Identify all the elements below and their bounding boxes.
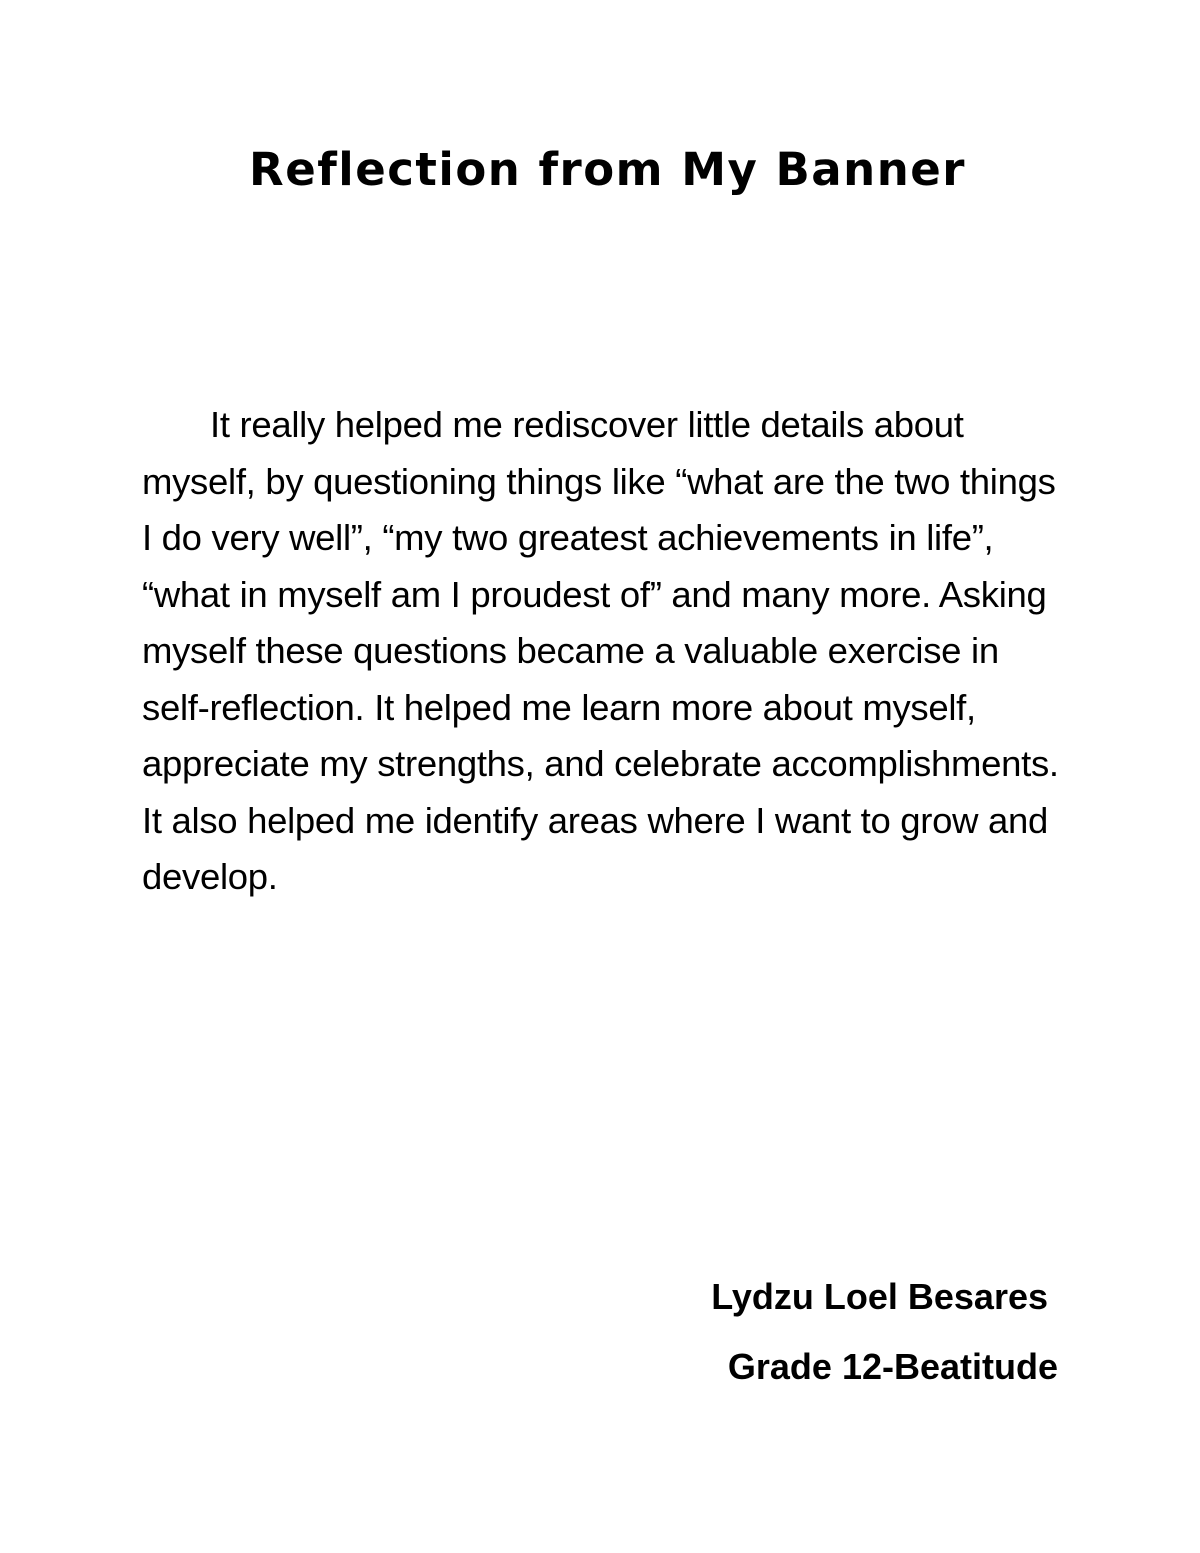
author-grade: Grade 12-Beatitude — [727, 1346, 1058, 1387]
reflection-paragraph: It really helped me rediscover little details about myself, by questioning things like “what are the two things I do very well”, “my two greatest achievements in life”, “what in myself am I proudest of” and many more. Asking myself these questions became a valuable exercise in self-reflection. It helped me learn more about myself, appreciate my strengths, and celebrate accomplishments. It also helped me identify areas where I want to grow and develop. — [142, 404, 1059, 897]
page-title: Reflection from My Banner — [249, 143, 966, 196]
author-name: Lydzu Loel Besares — [711, 1276, 1048, 1317]
